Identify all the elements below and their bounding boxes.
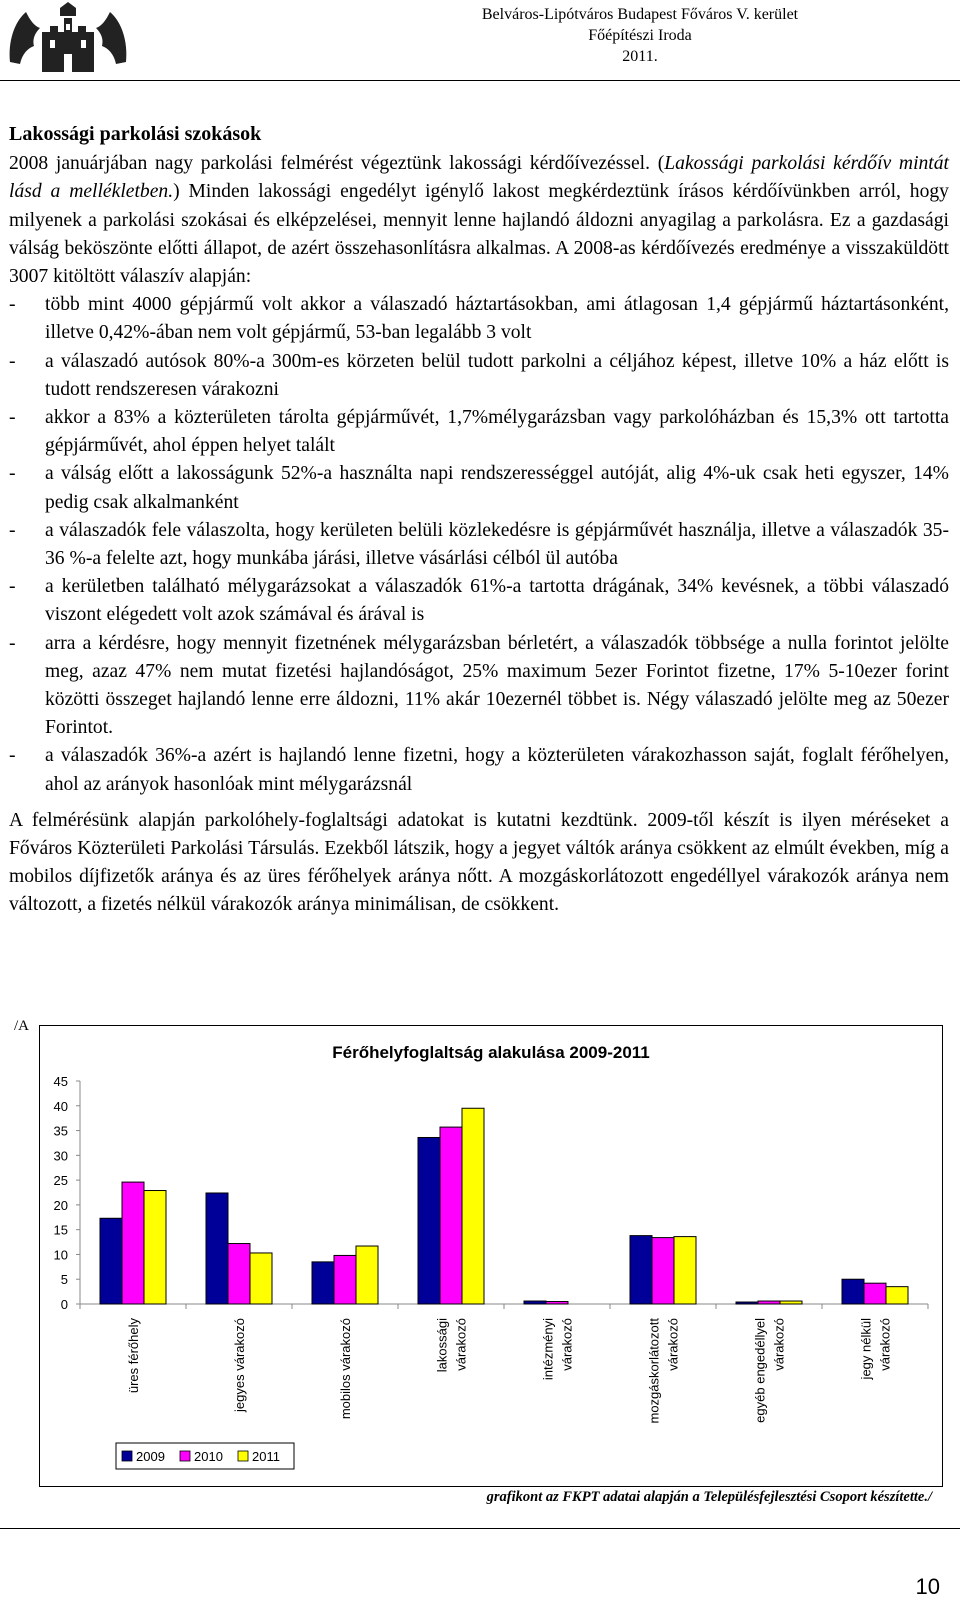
category-label: várakozó: [771, 1318, 787, 1371]
header-rule: [0, 80, 960, 81]
bullet-text: a válaszadó autósok 80%-a 300m-es körzeten belül tudott parkolni a céljához képest, illetve 10% a ház előtt is tudott rendszeresen várakozni: [45, 350, 949, 400]
bar: [312, 1262, 334, 1304]
page-number: 10: [915, 1574, 940, 1599]
bullet-text: akkor a 83% a közterületen tárolta gépjárművét, 1,7%mélygarázsban vagy parkolóházban és 15,3% ott tartotta gépjárművét, ahol éppen helyet talált: [45, 407, 949, 457]
bar: [886, 1287, 908, 1304]
bar: [462, 1108, 484, 1304]
bar: [418, 1137, 440, 1304]
second-paragraph: A felmérésünk alapján parkolóhely-foglaltsági adatokat is kutatni kezdtünk. 2009-től készít is ilyen méréseket a Főváros Közterületi Parkolási Társulás. Ezekből látszik, hogy a jegyet váltók aránya csökkent az elmúlt években, míg a mobilos díjfizetők aránya és az üres férőhelyek aránya nőtt. A mozgáskorlátozott engedéllyel várakozók aránya nem változott, a fizetés nélkül várakozók aránya minimálisan, de csökkent.: [9, 809, 949, 916]
bullet-text: a kerületben található mélygarázsokat a válaszadók 61%-a tartotta drágának, 34% kevésnek, a többi válaszadó viszont elégedett volt azok számával és árával is: [45, 576, 949, 626]
bullet-dash: -: [9, 350, 16, 372]
bar: [652, 1238, 674, 1304]
y-tick-label: 40: [53, 1098, 68, 1114]
page-header: [0, 0, 960, 80]
intro-italic: Lakossági parkolási kérdőív mintát lásd a mellékletben.: [9, 153, 949, 203]
legend-swatch: [238, 1451, 248, 1461]
list-item: [9, 573, 949, 629]
legend-label: 2009: [136, 1449, 165, 1464]
bar: [736, 1302, 758, 1304]
list-item: [9, 517, 949, 573]
bar: [250, 1253, 272, 1304]
category-label: üres férőhely: [126, 1318, 141, 1394]
y-tick-label: 35: [53, 1123, 68, 1139]
bar: [206, 1193, 228, 1304]
legend-label: 2011: [252, 1449, 280, 1464]
bar: [228, 1244, 250, 1304]
bar: [100, 1218, 122, 1304]
chart-caption: grafikont az FKPT adatai alapján a Településfejlesztési Csoport készítette./: [486, 1489, 932, 1505]
category-label: várakozó: [453, 1318, 469, 1371]
y-tick-label: 5: [60, 1272, 68, 1288]
category-label: várakozó: [665, 1318, 681, 1371]
category-label: jegy nélkül: [858, 1318, 874, 1380]
bar: [630, 1236, 652, 1304]
chart-title: Férőhelyfoglaltság alakulása 2009-2011: [332, 1043, 650, 1062]
intro-text-a: 2008 januárjában nagy parkolási felmérést végeztünk lakossági kérdőívezéssel. (: [9, 153, 665, 175]
bullet-list: [9, 291, 949, 799]
bar: [144, 1191, 166, 1304]
y-tick-label: 45: [53, 1074, 68, 1089]
bar: [546, 1302, 568, 1304]
list-item: [9, 742, 949, 798]
category-label: jegyes várakozó: [232, 1318, 247, 1412]
bar: [864, 1283, 886, 1304]
bar: [674, 1237, 696, 1304]
y-tick-label: 10: [53, 1247, 68, 1263]
bullet-dash: -: [9, 294, 16, 316]
bullet-text: a válaszadók 36%-a azért is hajlandó lenne fizetni, hogy a közterületen várakozhasson saját, foglalt férőhelyen, ahol az arányok hasonlóak mint mélygarázsnál: [45, 745, 949, 795]
list-item: [9, 630, 949, 743]
footer-rule: [0, 1528, 960, 1529]
bar: [758, 1301, 780, 1304]
bar: [842, 1279, 864, 1304]
bullet-text: a válság előtt a lakosságunk 52%-a használta napi rendszerességgel autóját, alig 4%-uk csak heti egyszer, 14% pedig csak alkalmanként: [45, 463, 949, 513]
bar: [524, 1301, 546, 1304]
coat-of-arms-logo: [6, 2, 130, 74]
legend-swatch: [180, 1451, 190, 1461]
document-body: [9, 120, 949, 920]
bar: [780, 1301, 802, 1304]
bullet-dash: -: [9, 407, 16, 429]
category-label: intézményi: [540, 1318, 556, 1381]
header-line-1: Belváros-Lipótváros Budapest Főváros V. kerület: [481, 6, 799, 23]
legend-label: 2010: [194, 1449, 223, 1464]
legend-swatch: [122, 1451, 132, 1461]
section-title: Lakossági parkolási szokások: [9, 123, 262, 145]
category-label: lakossági: [434, 1318, 450, 1373]
bar-chart: [40, 1026, 942, 1486]
y-tick-label: 30: [53, 1148, 68, 1164]
bullet-dash: -: [9, 576, 16, 598]
y-tick-label: 0: [60, 1297, 68, 1312]
y-tick-label: 20: [53, 1197, 68, 1213]
bullet-dash: -: [9, 519, 16, 541]
list-item: [9, 460, 949, 516]
intro-text-b: ) Minden lakossági engedélyt igénylő lakost megkérdeztünk írásos kérdőívünkben arról, hogy milyenek a parkolási szokásai és elképzelései, mennyit lenne hajlandó áldozni anyagilag a parkolásra. Ez a gazdasági válság beköszönte előtti állapot, de azért összehasonlításra alkalmas. A 2008-as kérdőívezés eredménye a visszaküldött 3007 kitöltött válaszív alapján:: [9, 181, 949, 288]
header-line-3: 2011.: [622, 48, 658, 65]
category-label: mobilos várakozó: [338, 1318, 353, 1420]
bar: [440, 1127, 462, 1304]
category-label: mozgáskorlátozott: [646, 1318, 662, 1424]
bullet-text: a válaszadók fele válaszolta, hogy kerületen belüli közlekedésre is gépjárművét használja, illetve a válaszadók 35-36 %-a felelte azt, hogy munkába járási, illetve vásárlási célból ül autóba: [45, 519, 949, 570]
category-label: egyéb engedéllyel: [752, 1318, 768, 1423]
list-item: [9, 404, 949, 460]
bar: [334, 1255, 356, 1304]
list-item: [9, 291, 949, 347]
y-tick-label: 15: [53, 1222, 68, 1238]
bullet-dash: -: [9, 632, 16, 654]
bar: [356, 1246, 378, 1304]
category-label: várakozó: [559, 1318, 575, 1371]
list-item: [9, 348, 949, 404]
intro-paragraph: [9, 150, 949, 291]
bullet-dash: -: [9, 745, 16, 767]
category-label: várakozó: [877, 1318, 893, 1371]
y-tick-label: 25: [53, 1173, 68, 1189]
bullet-text: arra a kérdésre, hogy mennyit fizetnének mélygarázsban bérletért, a válaszadók többsége a nulla forintot jelölte meg, azaz 47% nem mutat fizetési hajlandóságot, 25% maximum 5ezer Forintot fizetne, 17% 5-10ezer forint közötti összeget hajlandó lenne erre áldozni, 11% akár 10ezernél többet is. Négy válaszadó jelölte meg az 50ezer Forintot.: [45, 632, 949, 739]
bar: [122, 1182, 144, 1304]
header-line-2: Főépítészi Iroda: [588, 27, 692, 44]
chart-frame: [39, 1025, 943, 1487]
bullet-text: több mint 4000 gépjármű volt akkor a válaszadó háztartásokban, ami átlagosan 1,4 gépjármű háztartásonként, illetve 0,42%-ában nem volt gépjármű, 53-ban legalább 3 volt: [45, 294, 949, 344]
slash-mark: /A: [14, 1018, 29, 1034]
bullet-dash: -: [9, 463, 16, 485]
